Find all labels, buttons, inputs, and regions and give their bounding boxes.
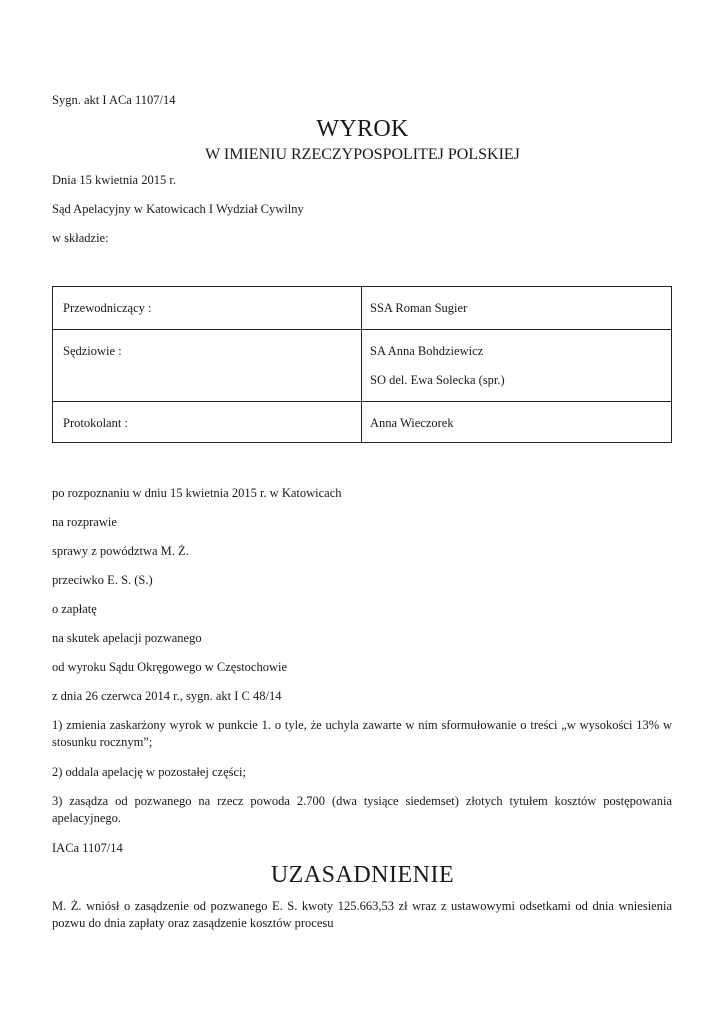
judgment-title: WYROK [316, 116, 409, 142]
table-row-divider [53, 401, 671, 402]
judgment-subtitle: W IMIENIU RZECZYPOSPOLITEJ POLSKIEJ [205, 146, 520, 163]
ruling-item: 2) oddala apelację w pozostałej części; [52, 765, 247, 779]
justification-text: M. Ż. wniósł o zasądzenie od pozwanego E. S. kwoty 125.663,53 zł wraz z ustawowymi odsetkami od dnia wniesienia pozwu do dnia zapłaty oraz zasądzenie kosztów procesu [52, 899, 672, 930]
proceedings-line: na skutek apelacji pozwanego [52, 631, 202, 645]
composition-label: w składzie: [52, 231, 109, 245]
name-clerk: Anna Wieczorek [370, 416, 454, 430]
case-reference: Sygn. akt I ACa 1107/14 [52, 93, 176, 107]
role-judges: Sędziowie : [63, 344, 122, 358]
proceedings-line: sprawy z powództwa M. Ż. [52, 544, 189, 558]
judgment-date: Dnia 15 kwietnia 2015 r. [52, 173, 176, 187]
proceedings-line: od wyroku Sądu Okręgowego w Częstochowie [52, 660, 288, 674]
composition-table [52, 286, 672, 443]
table-row-divider [53, 329, 671, 330]
proceedings-line: po rozpoznaniu w dniu 15 kwietnia 2015 r. w Katowicach [52, 486, 342, 500]
proceedings-line: z dnia 26 czerwca 2014 r., sygn. akt I C 48/14 [52, 689, 282, 703]
proceedings-line: na rozprawie [52, 515, 117, 529]
name-presiding: SSA Roman Sugier [370, 301, 468, 315]
ruling-item: 3) zasądza od pozwanego na rzecz powoda 2.700 (dwa tysiące siedemset) złotych tytułem kosztów postępowania apelacyjnego. [52, 794, 672, 825]
footer-case-reference: IACa 1107/14 [52, 841, 123, 855]
role-presiding: Przewodniczący : [63, 301, 152, 315]
proceedings-line: o zapłatę [52, 602, 97, 616]
ruling-item: 1) zmienia zaskarżony wyrok w punkcie 1. o tyle, że uchyla zawarte w nim sformułowanie o treści „w wysokości 13% w stosunku rocznym”; [52, 718, 672, 749]
name-judge-1: SA Anna Bohdziewicz [370, 344, 484, 358]
table-column-divider [361, 287, 362, 442]
justification-title: UZASADNIENIE [270, 862, 455, 888]
name-judge-2: SO del. Ewa Solecka (spr.) [370, 373, 505, 387]
court-name: Sąd Apelacyjny w Katowicach I Wydział Cywilny [52, 202, 304, 216]
proceedings-line: przeciwko E. S. (S.) [52, 573, 153, 587]
role-clerk: Protokolant : [63, 416, 128, 430]
